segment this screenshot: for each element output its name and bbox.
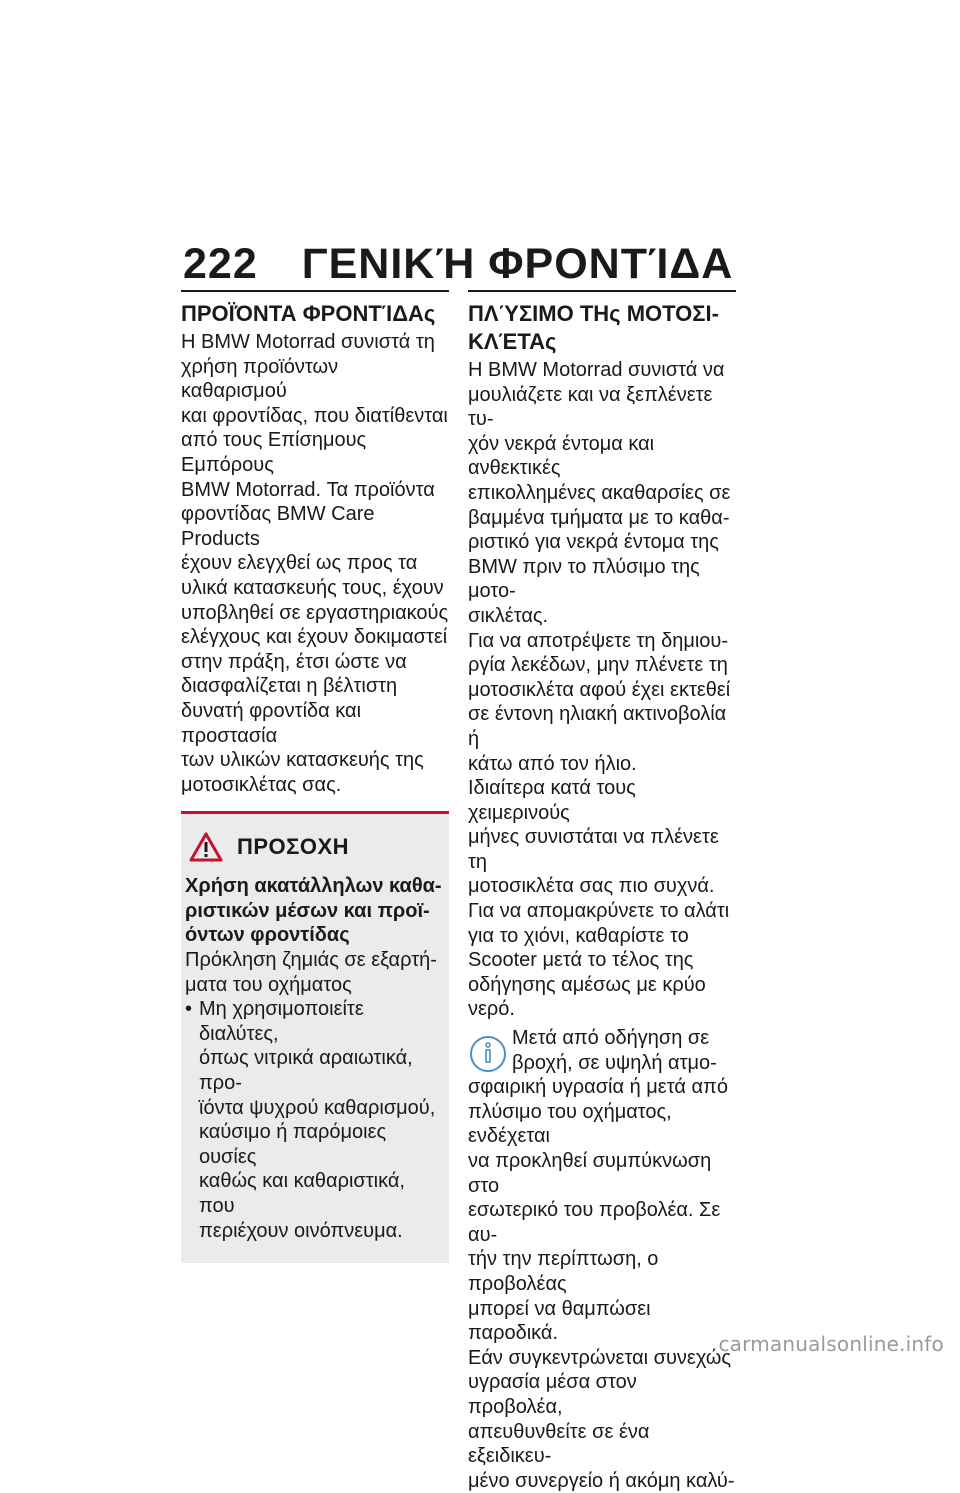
right-column [468,290,736,1493]
info-note-text: σφαιρική υγρασία ή μετά από πλύσιμο του οχήματος, ενδέχεται να προκληθεί συμπύκνωση στο εσωτερικό του προβολέα. Σε αυ- τήν την περίπτωση, ο προβολέας μπορεί να θαμπώσει παροδικά. Εάν συγκεντρώνεται συνεχώς υγρασία μέσα στον προβολέα, απευθυνθείτε σε ένα εξειδικευ- μένο συνεργείο ή ακόμη καλύ- [468,1076,735,1492]
watermark: carmanualsonline.info [718,1332,944,1356]
bullet-dot: • [185,998,193,1021]
info-note-text-start: Μετά από οδήγηση σε βροχή, σε υψηλή ατμο- [512,1027,717,1074]
section-rule [181,290,449,292]
page-number: 222 [183,240,258,288]
section-title-care-products: ΠΡΟΪΌΝΤΑ ΦΡΟΝΤΊΔΑς [181,301,436,326]
washing-text: Η BMW Motorrad συνιστά να μουλιάζετε και να ξεπλένετε τυ- χόν νεκρά έντομα και ανθεκτικές επικολλημένες ακαθαρσίες σε βαμμένα τμήματα με το καθα- ριστικό για νεκρά έντομα της BMW πριν το πλύσιμο της μοτο- σικλέτας. Για να αποτρέψετε τη δημιου- ργία λεκέδων, μην πλένετε τη μοτοσικλέτα αφού έχει εκτεθεί σε έντονη ηλιακή ακτινοβολία ή κάτω από τον ήλιο. Ιδιαίτερα κατά τους χειμερινούς μήνες συνιστάται να πλένετε τη μοτοσικλέτα σας πιο συχνά. Για να απομακρύνετε το αλάτι για το χιόνι, καθαρίστε το Scooter μετά το τέλος της οδήγησης αμέσως με κρύο νερό. [468,359,731,1021]
care-products-text: Η BMW Motorrad συνιστά τη χρήση προϊόντων καθαρισμού και φροντίδας, που διατίθενται από τους Επίσημους Εμπόρους BMW Motorrad. Τα προϊόντα φροντίδας BMW Care Products έχουν ελεγχθεί ως προς τα υλικά κατασκευής τους, έχουν υποβληθεί σε εργαστηριακούς ελέγχους και έχουν δοκιμαστεί στην πράξη, έτσι ώστε να διασφαλίζεται η βέλτιστη δυνατή φροντίδα και προστασία των υλικών κατασκευής της μοτοσικλέτας σας. [181,331,449,796]
warning-triangle-icon [189,832,223,862]
warning-bullet [185,997,443,1243]
warning-box [181,811,449,1263]
warning-title: ΠΡΟΣΟΧΗ [237,834,350,860]
info-note [468,1026,736,1493]
section-rule [468,290,736,292]
warning-header [189,832,443,862]
left-column [181,290,449,1263]
info-icon [468,1034,508,1074]
page-title: ΓΕΝΙΚΉ ΦΡΟΝΤΊΔΑ [301,240,734,288]
warning-subtitle: Χρήση ακατάλληλων καθα- ριστικών μέσων και προϊ- όντων φροντίδας [185,875,442,947]
warning-consequence: Πρόκληση ζημιάς σε εξαρτή- ματα του οχήματος [185,949,437,996]
section-title-washing: ΠΛΎΣΙΜΟ ΤΗς ΜΟΤΟΣΙ- ΚΛΈΤΑς [468,301,719,354]
warning-bullet-text: Μη χρησιμοποιείτε διαλύτες, όπως νιτρικά αραιωτικά, προ- ϊόντα ψυχρού καθαρισμού, καύσιμο ή παρόμοιες ουσίες καθώς και καθαριστικά, που περιέχουν οινόπνευμα. [199,998,436,1242]
page-header [183,240,733,289]
